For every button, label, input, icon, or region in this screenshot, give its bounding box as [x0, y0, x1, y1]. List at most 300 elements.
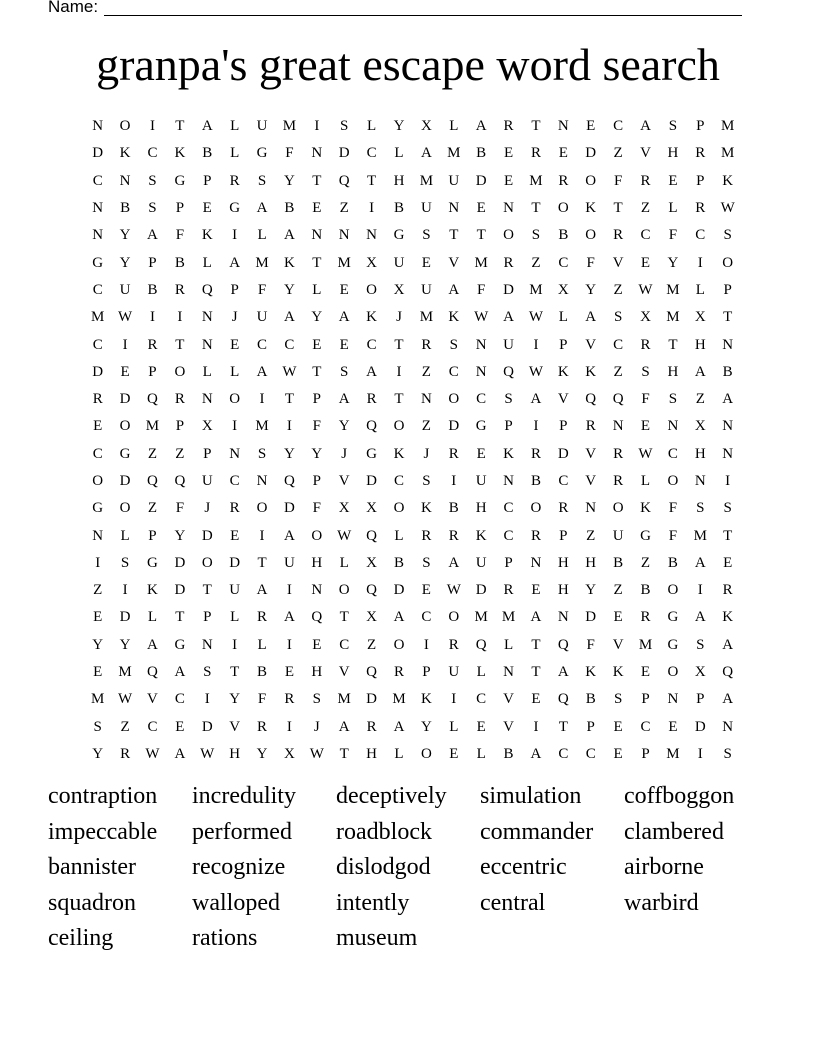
grid-letter: I	[122, 582, 128, 599]
grid-letter: C	[421, 609, 432, 626]
grid-letter: T	[394, 336, 404, 353]
word-list-item: roadblock	[336, 818, 432, 845]
grid-letter: M	[529, 281, 543, 298]
grid-letter: K	[393, 445, 405, 462]
grid-row	[84, 249, 741, 276]
grid-letter: N	[503, 664, 514, 681]
grid-letter: L	[339, 554, 349, 571]
grid-letter: Y	[311, 309, 323, 326]
grid-letter: N	[667, 691, 679, 708]
grid-letter: U	[475, 554, 487, 571]
page-title: granpa's great escape word search	[96, 39, 720, 90]
grid-letter: G	[92, 254, 104, 271]
grid-letter: A	[174, 745, 186, 762]
grid-letter: M	[447, 145, 461, 162]
grid-letter: N	[557, 609, 569, 626]
grid-letter: M	[419, 172, 434, 189]
grid-letter: I	[149, 309, 155, 326]
grid-letter: E	[503, 145, 514, 162]
grid-letter: S	[120, 554, 130, 571]
grid-letter: F	[285, 145, 294, 162]
grid-letter: O	[311, 527, 323, 544]
grid-letter: Y	[585, 582, 597, 599]
grid-letter: N	[119, 172, 131, 189]
grid-row	[84, 359, 741, 386]
grid-letter: S	[340, 118, 349, 135]
grid-letter: Z	[640, 554, 651, 571]
grid-letter: Y	[92, 636, 104, 653]
grid-letter: P	[723, 281, 732, 298]
grid-letter: Q	[557, 691, 569, 708]
grid-letter: T	[175, 336, 185, 353]
grid-letter: Z	[175, 445, 185, 462]
grid-letter: E	[668, 172, 678, 189]
word-list-item: warbird	[624, 889, 699, 916]
grid-letter: T	[476, 227, 486, 244]
grid-letter: G	[256, 145, 268, 162]
grid-letter: O	[667, 473, 679, 489]
grid-row	[84, 522, 741, 549]
grid-letter: T	[531, 636, 541, 653]
grid-letter: F	[586, 636, 595, 653]
grid-letter: E	[503, 172, 514, 189]
grid-letter: N	[722, 445, 734, 462]
grid-letter: D	[201, 527, 213, 544]
grid-letter: A	[722, 636, 734, 653]
grid-letter: I	[177, 309, 183, 326]
grid-letter: R	[503, 582, 514, 599]
grid-letter: Y	[311, 445, 323, 462]
grid-letter: G	[229, 200, 241, 217]
grid-letter: L	[257, 636, 267, 653]
grid-letter: O	[393, 636, 405, 653]
grid-letter: K	[420, 691, 432, 708]
grid-letter: O	[92, 473, 104, 489]
grid-letter: N	[475, 363, 487, 380]
grid-letter: C	[147, 718, 158, 735]
grid-row	[84, 468, 741, 495]
grid-letter: U	[284, 554, 295, 571]
grid-letter: N	[585, 500, 597, 517]
grid-letter: S	[641, 363, 650, 380]
grid-letter: T	[339, 609, 349, 626]
grid-letter: Q	[147, 391, 158, 408]
grid-letter: G	[667, 609, 679, 626]
grid-letter: I	[95, 554, 101, 571]
grid-letter: Q	[284, 473, 295, 489]
grid-letter: E	[449, 745, 459, 762]
grid-letter: H	[557, 582, 569, 599]
grid-letter: B	[503, 745, 514, 762]
grid-letter: E	[558, 145, 568, 162]
grid-letter: N	[92, 118, 104, 135]
grid-letter: T	[175, 609, 185, 626]
word-list-item: rations	[192, 925, 258, 951]
grid-letter: O	[119, 500, 131, 517]
word-list-item: walloped	[192, 889, 280, 916]
grid-letter: I	[697, 745, 703, 762]
grid-letter: N	[256, 473, 268, 489]
grid-letter: X	[338, 500, 350, 517]
word-list-item: performed	[192, 818, 292, 845]
grid-letter: M	[666, 281, 680, 298]
grid-letter: A	[722, 391, 734, 408]
grid-letter: O	[530, 500, 542, 517]
grid-letter: Q	[174, 473, 186, 489]
grid-letter: Q	[338, 172, 350, 189]
grid-letter: A	[530, 391, 542, 408]
grid-letter: V	[503, 718, 514, 735]
grid-letter: K	[284, 254, 295, 271]
grid-letter: K	[420, 500, 432, 517]
grid-letter: D	[284, 500, 295, 517]
grid-letter: S	[531, 227, 541, 244]
grid-letter: N	[201, 336, 213, 353]
grid-letter: L	[476, 664, 486, 681]
grid-letter: B	[120, 200, 131, 217]
grid-letter: X	[694, 664, 706, 681]
grid-letter: R	[174, 281, 185, 298]
grid-letter: Q	[147, 473, 158, 489]
grid-letter: R	[448, 636, 459, 653]
grid-letter: I	[423, 636, 429, 653]
grid-letter: G	[174, 172, 186, 189]
grid-letter: M	[501, 609, 516, 626]
grid-letter: Z	[613, 145, 623, 162]
grid-row	[84, 386, 741, 413]
name-line[interactable]	[104, 15, 742, 16]
grid-letter: O	[174, 363, 186, 380]
grid-letter: K	[640, 500, 651, 517]
grid-letter: A	[256, 363, 268, 380]
word-list-item: coffboggon	[624, 783, 735, 809]
grid-letter: V	[585, 473, 597, 489]
grid-letter: M	[721, 145, 735, 162]
grid-letter: N	[311, 227, 323, 244]
grid-letter: B	[476, 145, 487, 162]
grid-letter: K	[585, 664, 597, 681]
grid-letter: C	[503, 500, 514, 517]
grid-letter: K	[722, 609, 734, 626]
grid-letter: C	[448, 363, 459, 380]
grid-letter: X	[694, 309, 706, 326]
grid-letter: O	[585, 172, 597, 189]
grid-letter: R	[229, 500, 240, 517]
grid-letter: L	[394, 745, 404, 762]
grid-letter: E	[93, 664, 103, 681]
grid-letter: S	[340, 363, 349, 380]
grid-letter: O	[722, 254, 734, 271]
grid-letter: O	[612, 500, 624, 517]
grid-letter: Y	[256, 745, 268, 762]
grid-letter: L	[257, 227, 267, 244]
grid-letter: F	[476, 281, 486, 298]
grid-letter: B	[448, 500, 459, 517]
grid-letter: P	[504, 418, 513, 435]
grid-letter: B	[393, 200, 404, 217]
grid-letter: P	[148, 363, 157, 380]
grid-letter: J	[231, 309, 238, 326]
grid-letter: S	[696, 500, 705, 517]
grid-letter: C	[667, 445, 678, 462]
grid-letter: H	[311, 664, 323, 681]
grid-letter: Q	[612, 391, 624, 408]
grid-letter: E	[531, 691, 541, 708]
grid-letter: U	[119, 281, 131, 298]
grid-letter: M	[118, 664, 132, 681]
grid-letter: U	[201, 473, 213, 489]
grid-letter: Y	[420, 718, 432, 735]
grid-letter: B	[530, 473, 541, 489]
grid-letter: Y	[393, 118, 405, 135]
grid-letter: P	[175, 200, 185, 217]
grid-letter: R	[558, 172, 569, 189]
grid-letter: G	[147, 554, 158, 571]
grid-letter: X	[201, 418, 213, 435]
grid-letter: O	[393, 418, 405, 435]
grid-letter: F	[613, 172, 623, 189]
grid-letter: G	[475, 418, 487, 435]
grid-letter: Y	[119, 227, 131, 244]
grid-letter: R	[92, 391, 103, 408]
word-list-item: incredulity	[192, 783, 296, 809]
grid-letter: R	[366, 718, 377, 735]
grid-letter: D	[448, 418, 460, 435]
grid-letter: Y	[667, 254, 679, 271]
grid-letter: C	[558, 254, 569, 271]
grid-letter: P	[148, 254, 157, 271]
grid-letter: E	[476, 445, 486, 462]
grid-letter: L	[394, 145, 404, 162]
grid-letter: I	[204, 691, 210, 708]
word-list-item: museum	[336, 925, 418, 951]
grid-letter: R	[147, 336, 158, 353]
grid-letter: Q	[366, 527, 378, 544]
grid-letter: R	[613, 227, 624, 244]
grid-letter: M	[474, 609, 488, 626]
grid-letter: V	[585, 445, 597, 462]
grid-letter: H	[667, 145, 679, 162]
grid-letter: G	[92, 500, 104, 517]
grid-letter: W	[118, 309, 133, 326]
grid-letter: Z	[586, 527, 596, 544]
grid-letter: D	[503, 281, 514, 298]
grid-letter: Z	[120, 718, 130, 735]
grid-letter: W	[720, 200, 735, 217]
grid-letter: H	[694, 445, 706, 462]
grid-letter: U	[256, 309, 268, 326]
word-list-item: squadron	[48, 889, 136, 916]
grid-letter: D	[475, 582, 487, 599]
grid-letter: M	[638, 636, 653, 653]
grid-letter: S	[148, 200, 157, 217]
grid-letter: Q	[585, 391, 597, 408]
grid-letter: A	[694, 554, 706, 571]
grid-letter: I	[286, 582, 292, 599]
grid-letter: R	[613, 445, 624, 462]
grid-letter: N	[201, 309, 213, 326]
grid-letter: E	[93, 418, 103, 435]
grid-letter: K	[448, 309, 460, 326]
grid-letter: P	[422, 664, 431, 681]
grid-letter: E	[284, 664, 295, 681]
grid-letter: D	[557, 445, 569, 462]
grid-letter: E	[339, 336, 349, 353]
grid-letter: D	[119, 473, 131, 489]
grid-letter: O	[119, 118, 131, 135]
grid-letter: C	[366, 145, 377, 162]
grid-letter: Z	[93, 582, 103, 599]
grid-letter: N	[722, 718, 734, 735]
grid-letter: N	[92, 227, 104, 244]
grid-letter: T	[531, 200, 541, 217]
grid-letter: H	[475, 500, 487, 517]
grid-letter: E	[640, 418, 651, 435]
grid-letter: C	[92, 336, 103, 353]
grid-letter: X	[694, 418, 706, 435]
grid-letter: P	[203, 172, 212, 189]
grid-letter: R	[120, 745, 131, 762]
grid-letter: T	[312, 254, 322, 271]
grid-letter: J	[341, 445, 348, 462]
grid-letter: I	[396, 363, 402, 380]
word-list-item: commander	[480, 818, 594, 845]
grid-letter: L	[230, 118, 240, 135]
grid-letter: O	[256, 500, 268, 517]
grid-letter: D	[92, 145, 104, 162]
grid-letter: K	[119, 145, 131, 162]
grid-letter: J	[204, 500, 211, 517]
grid-letter: T	[175, 118, 185, 135]
grid-letter: D	[229, 554, 241, 571]
grid-letter: Y	[585, 281, 597, 298]
grid-letter: D	[201, 718, 213, 735]
grid-letter: T	[257, 554, 267, 571]
grid-row	[84, 577, 741, 604]
grid-letter: G	[667, 636, 679, 653]
grid-letter: L	[202, 254, 212, 271]
grid-letter: W	[337, 527, 352, 544]
grid-letter: E	[421, 582, 431, 599]
grid-letter: B	[640, 582, 651, 599]
grid-row	[84, 441, 741, 468]
grid-letter: P	[230, 281, 239, 298]
grid-letter: Y	[284, 445, 295, 462]
grid-letter: S	[668, 391, 678, 408]
grid-letter: V	[612, 636, 624, 653]
grid-row	[84, 140, 741, 167]
grid-letter: Q	[475, 636, 487, 653]
grid-letter: U	[229, 582, 241, 599]
grid-letter: A	[530, 745, 542, 762]
grid-letter: R	[448, 445, 459, 462]
grid-letter: Z	[613, 582, 623, 599]
grid-letter: A	[256, 200, 268, 217]
grid-letter: C	[174, 691, 185, 708]
grid-letter: A	[530, 609, 542, 626]
grid-letter: G	[366, 445, 378, 462]
grid-letter: A	[393, 609, 405, 626]
word-list-item: recognize	[192, 854, 286, 880]
grid-letter: L	[230, 363, 240, 380]
grid-letter: X	[366, 254, 378, 271]
grid-letter: N	[503, 200, 514, 217]
grid-letter: K	[585, 200, 597, 217]
grid-letter: L	[202, 363, 212, 380]
grid-letter: I	[122, 336, 128, 353]
grid-letter: R	[695, 200, 706, 217]
grid-letter: T	[339, 745, 349, 762]
grid-letter: R	[503, 254, 514, 271]
grid-letter: P	[312, 473, 321, 489]
grid-letter: I	[533, 336, 539, 353]
grid-letter: P	[175, 418, 185, 435]
grid-letter: Y	[229, 691, 241, 708]
word-list-item: airborne	[624, 854, 704, 880]
grid-letter: U	[256, 118, 268, 135]
grid-letter: O	[448, 609, 460, 626]
grid-letter: S	[422, 227, 431, 244]
grid-letter: N	[722, 336, 734, 353]
grid-letter: S	[613, 691, 623, 708]
grid-letter: I	[232, 227, 238, 244]
grid-letter: O	[119, 418, 131, 435]
grid-letter: F	[641, 391, 650, 408]
word-list-item: central	[480, 889, 546, 916]
grid-letter: P	[148, 527, 157, 544]
grid-letter: E	[230, 527, 240, 544]
grid-letter: C	[92, 445, 103, 462]
grid-letter: N	[667, 418, 679, 435]
grid-letter: E	[640, 664, 651, 681]
grid-letter: Q	[366, 418, 378, 435]
grid-letter: T	[394, 391, 404, 408]
grid-row	[84, 604, 741, 631]
grid-letter: T	[367, 172, 377, 189]
grid-letter: D	[92, 363, 104, 380]
grid-letter: N	[475, 336, 487, 353]
grid-letter: V	[585, 336, 597, 353]
grid-letter: D	[694, 718, 706, 735]
grid-letter: M	[337, 254, 351, 271]
grid-letter: A	[338, 718, 350, 735]
grid-letter: P	[203, 609, 212, 626]
grid-letter: N	[311, 582, 323, 599]
grid-letter: C	[147, 145, 158, 162]
grid-letter: M	[392, 691, 406, 708]
grid-letter: M	[529, 172, 543, 189]
grid-letter: A	[366, 363, 378, 380]
grid-letter: P	[312, 391, 321, 408]
grid-letter: R	[722, 582, 733, 599]
grid-letter: A	[284, 309, 295, 326]
grid-letter: N	[503, 473, 514, 489]
grid-row	[84, 277, 741, 304]
grid-letter: A	[147, 636, 158, 653]
grid-letter: F	[668, 527, 678, 544]
grid-letter: R	[366, 391, 377, 408]
grid-row	[84, 195, 741, 222]
grid-letter: Y	[119, 254, 131, 271]
grid-letter: A	[448, 554, 460, 571]
grid-letter: F	[586, 254, 595, 271]
name-label: Name:	[48, 0, 99, 16]
grid-letter: B	[558, 227, 569, 244]
grid-letter: A	[256, 582, 268, 599]
grid-letter: V	[503, 691, 514, 708]
grid-letter: Q	[366, 582, 378, 599]
grid-row	[84, 550, 741, 577]
